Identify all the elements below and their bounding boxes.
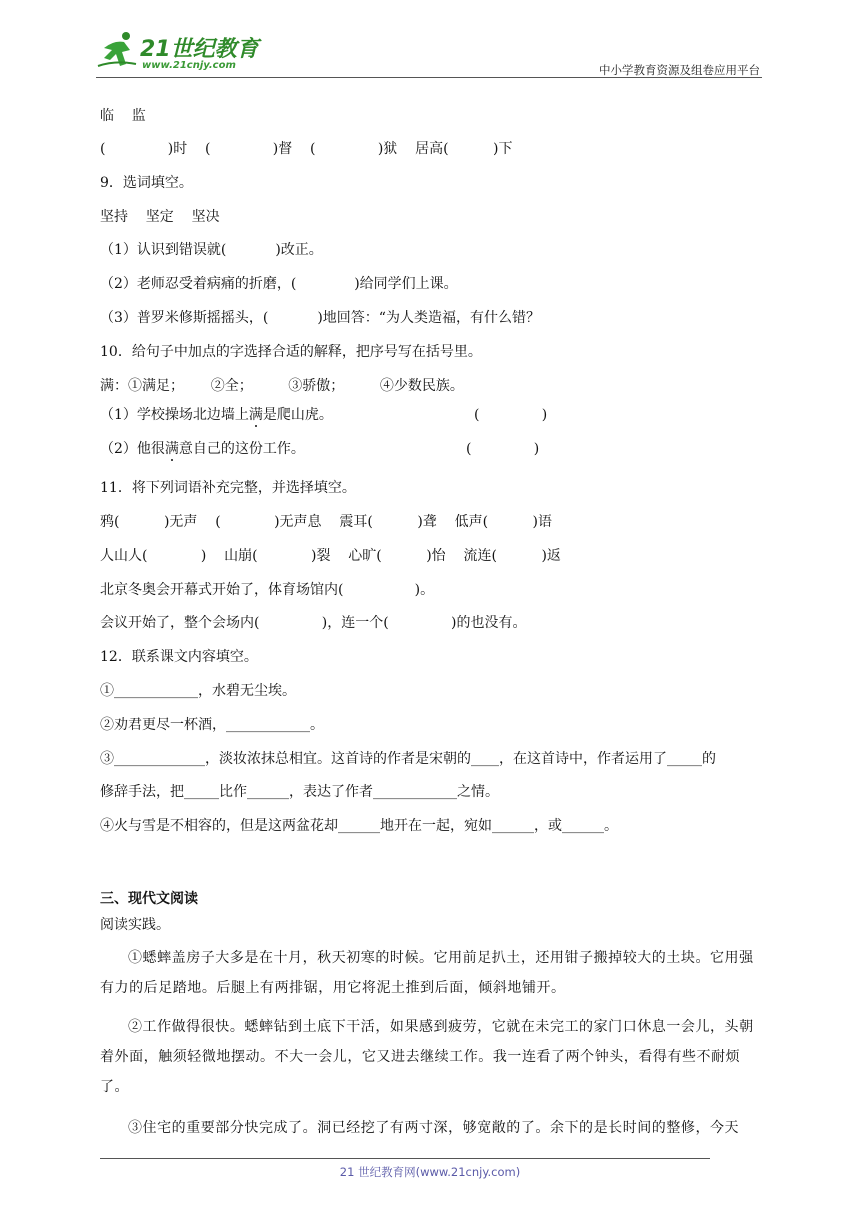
answer-paren: ( ) bbox=[466, 441, 540, 457]
word-options: 坚持 坚定 坚决 bbox=[100, 209, 220, 225]
page-header bbox=[0, 0, 860, 82]
idiom-line: 人山人( ) 山崩( )裂 心旷( )怡 流连( )返 bbox=[100, 548, 561, 564]
text-line: 临 监 bbox=[100, 108, 146, 124]
runner-logo-icon bbox=[96, 30, 140, 70]
fill-sentence: ④火与雪是不相容的，但是这两盆花却______地开在一起，宛如______，或______。 bbox=[100, 818, 618, 834]
question-item: （1）学校操场北边墙上满是爬山虎。 bbox=[100, 407, 333, 423]
dotted-char: 满 bbox=[164, 441, 179, 457]
question-item: （3）普罗米修斯摇摇头，( )地回答：“为人类造福，有什么错？ bbox=[100, 310, 540, 326]
reading-label: 阅读实践。 bbox=[100, 917, 170, 933]
question-item: （1）认识到错误就( )改正。 bbox=[100, 242, 323, 258]
fill-sentence: 北京冬奥会开幕式开始了，体育场馆内( )。 bbox=[100, 582, 435, 598]
passage-paragraph: ③住宅的重要部分快完成了。洞已经挖了有两寸深，够宽敞的了。余下的是长时间的整修，今天 bbox=[128, 1120, 740, 1136]
logo-url: www.21cnjy.com bbox=[142, 60, 236, 71]
fill-sentence: 修辞手法，把_____比作______，表达了作者____________之情。 bbox=[100, 784, 499, 800]
text-line: ( )时 ( )督 ( )狱 居高( )下 bbox=[100, 141, 513, 157]
question-11: 11．将下列词语补充完整，并选择填空。 bbox=[100, 480, 356, 496]
question-item: （2）他很满意自己的这份工作。 bbox=[100, 441, 305, 457]
page-footer: 21 世纪教育网(www.21cnjy.com) bbox=[339, 1165, 521, 1179]
fill-sentence: ①____________，水碧无尘埃。 bbox=[100, 683, 296, 699]
meaning-options: 满：①满足； ②全； ③骄傲； ④少数民族。 bbox=[100, 378, 464, 394]
platform-name: 中小学教育资源及组卷应用平台 bbox=[599, 63, 760, 77]
dotted-char: 满 bbox=[248, 407, 263, 423]
site-logo bbox=[96, 30, 266, 80]
question-12: 12．联系课文内容填空。 bbox=[100, 649, 258, 665]
logo-text: 21世纪教育 bbox=[140, 37, 259, 62]
question-10: 10．给句子中加点的字选择合适的解释，把序号写在括号里。 bbox=[100, 344, 482, 360]
header-divider bbox=[96, 77, 762, 78]
question-9: 9．选词填空。 bbox=[100, 175, 193, 191]
footer-divider bbox=[100, 1158, 710, 1159]
passage-paragraph: ②工作做得很快。蟋蟀钻到土底下干活，如果感到疲劳，它就在未完工的家门口休息一会儿，头朝着外面，触须轻微地摆动。不大一会儿，它又进去继续工作。我一连看了两个钟头，看得有些不耐烦了。 bbox=[100, 1019, 754, 1095]
fill-sentence: 会议开始了，整个会场内( )，连一个( )的也没有。 bbox=[100, 615, 527, 631]
question-item: （2）老师忍受着病痛的折磨，( )给同学们上课。 bbox=[100, 276, 458, 292]
fill-sentence: ③_____________，淡妆浓抹总相宜。这首诗的作者是宋朝的____，在这首诗中，作者运用了_____的 bbox=[100, 751, 716, 767]
fill-sentence: ②劝君更尽一杯酒，____________。 bbox=[100, 717, 324, 733]
idiom-line: 鸦( )无声 ( )无声息 震耳( )聋 低声( )语 bbox=[100, 514, 553, 530]
answer-paren: ( ) bbox=[474, 407, 548, 423]
section-title: 三、现代文阅读 bbox=[100, 891, 198, 907]
passage-paragraph: ①蟋蟀盖房子大多是在十月，秋天初寒的时候。它用前足扒土，还用钳子搬掉较大的土块。它用强有力的后足踏地。后腿上有两排锯，用它将泥土推到后面，倾斜地铺开。 bbox=[100, 950, 754, 996]
